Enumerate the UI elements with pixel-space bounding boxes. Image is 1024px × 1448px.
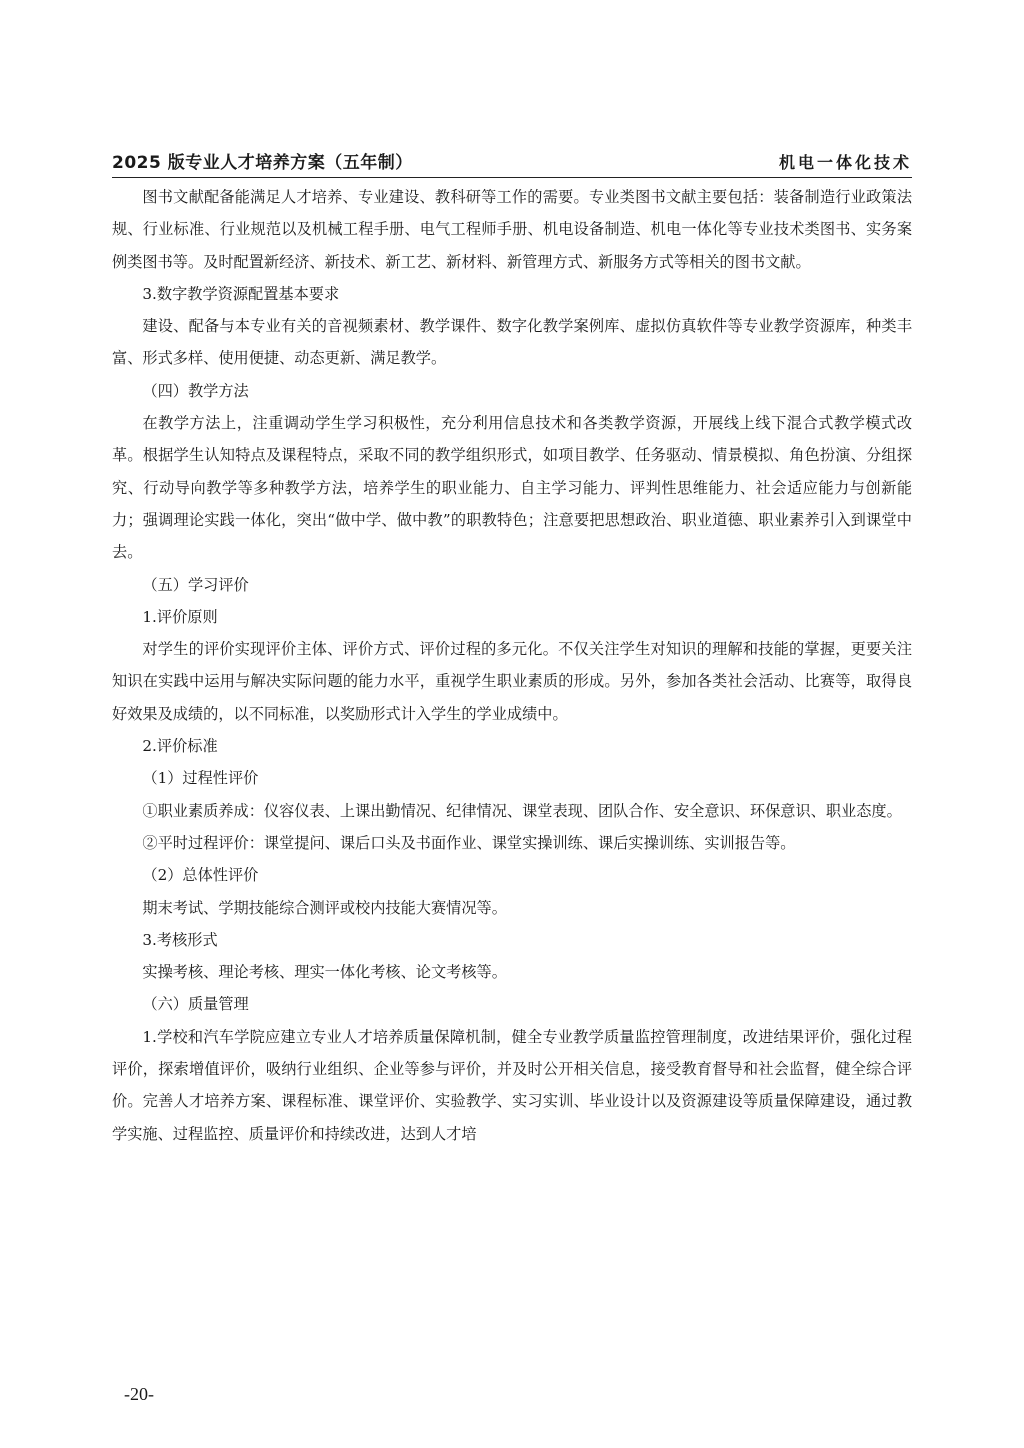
document-title: 2025 版专业人才培养方案（五年制）	[112, 153, 413, 173]
paragraph: 对学生的评价实现评价主体、评价方式、评价过程的多元化。不仅关注学生对知识的理解和技能的掌握，更要关注知识在实践中运用与解决实际问题的能力水平，重视学生职业素质的形成。另外，参加各类社会活动、比赛等，取得良好效果及成绩的，以不同标准，以奖励形式计入学生的学业成绩中。	[112, 640, 912, 723]
major-name: 机电一体化技术	[778, 153, 912, 172]
paragraph: 1.学校和汽车学院应建立专业人才培养质量保障机制，健全专业教学质量监控管理制度，改进结果评价，强化过程评价，探索增值评价，吸纳行业组织、企业等参与评价，并及时公开相关信息，接受教育督导和社会监督，健全综合评价。完善人才培养方案、课程标准、课堂评价、实验教学、实习实训、毕业设计以及资源建设等质量保障建设，通过教学实施、过程监控、质量评价和持续改进，达到人才培	[112, 1027, 912, 1143]
section-heading: （六）质量管理	[142, 995, 249, 1014]
paragraph: 建设、配备与本专业有关的音视频素材、教学课件、数字化教学案例库、虚拟仿真软件等专业教学资源库，种类丰富、形式多样、使用便捷、动态更新、满足教学。	[112, 317, 912, 368]
paragraph: 图书文献配备能满足人才培养、专业建设、教科研等工作的需要。专业类图书文献主要包括：装备制造行业政策法规、行业标准、行业规范以及机械工程手册、电气工程师手册、机电设备制造、机电一体化等专业技术类图书、实务案例类图书等。及时配置新经济、新技术、新工艺、新材料、新管理方式、新服务方式等相关的图书文献。	[112, 188, 912, 271]
paragraph: 实操考核、理论考核、理实一体化考核、论文考核等。	[142, 963, 507, 982]
paragraph: ①职业素质养成：仪容仪表、上课出勤情况、纪律情况、课堂表现、团队合作、安全意识、环保意识、职业态度。	[142, 801, 902, 820]
subsection-heading: （1）过程性评价	[142, 769, 259, 788]
paragraph: ②平时过程评价：课堂提问、课后口头及书面作业、课堂实操训练、课后实操训练、实训报告等。	[142, 833, 796, 852]
paragraph: 在教学方法上，注重调动学生学习积极性，充分利用信息技术和各类教学资源，开展线上线下混合式教学模式改革。根据学生认知特点及课程特点，采取不同的教学组织形式，如项目教学、任务驱动、情景模拟、角色扮演、分组探究、行动导向教学等多种教学方法，培养学生的职业能力、自主学习能力、评判性思维能力、社会适应能力与创新能力；强调理论实践一体化，突出“做中学、做中教”的职教特色；注意要把思想政治、职业道德、职业素养引入到课堂中去。	[112, 414, 912, 562]
page-number: -20-	[124, 1384, 154, 1404]
subsection-heading: 3.考核形式	[142, 930, 218, 949]
subsection-heading: 3.数字教学资源配置基本要求	[142, 284, 340, 303]
section-heading: （五）学习评价	[142, 575, 249, 594]
subsection-heading: （2）总体性评价	[142, 866, 259, 885]
page-content	[112, 181, 912, 1150]
page-header	[112, 141, 912, 178]
paragraph: 期末考试、学期技能综合测评或校内技能大赛情况等。	[142, 898, 507, 917]
subsection-heading: 2.评价标准	[142, 737, 218, 756]
subsection-heading: 1.评价原则	[142, 607, 218, 626]
section-heading: （四）教学方法	[142, 381, 249, 400]
